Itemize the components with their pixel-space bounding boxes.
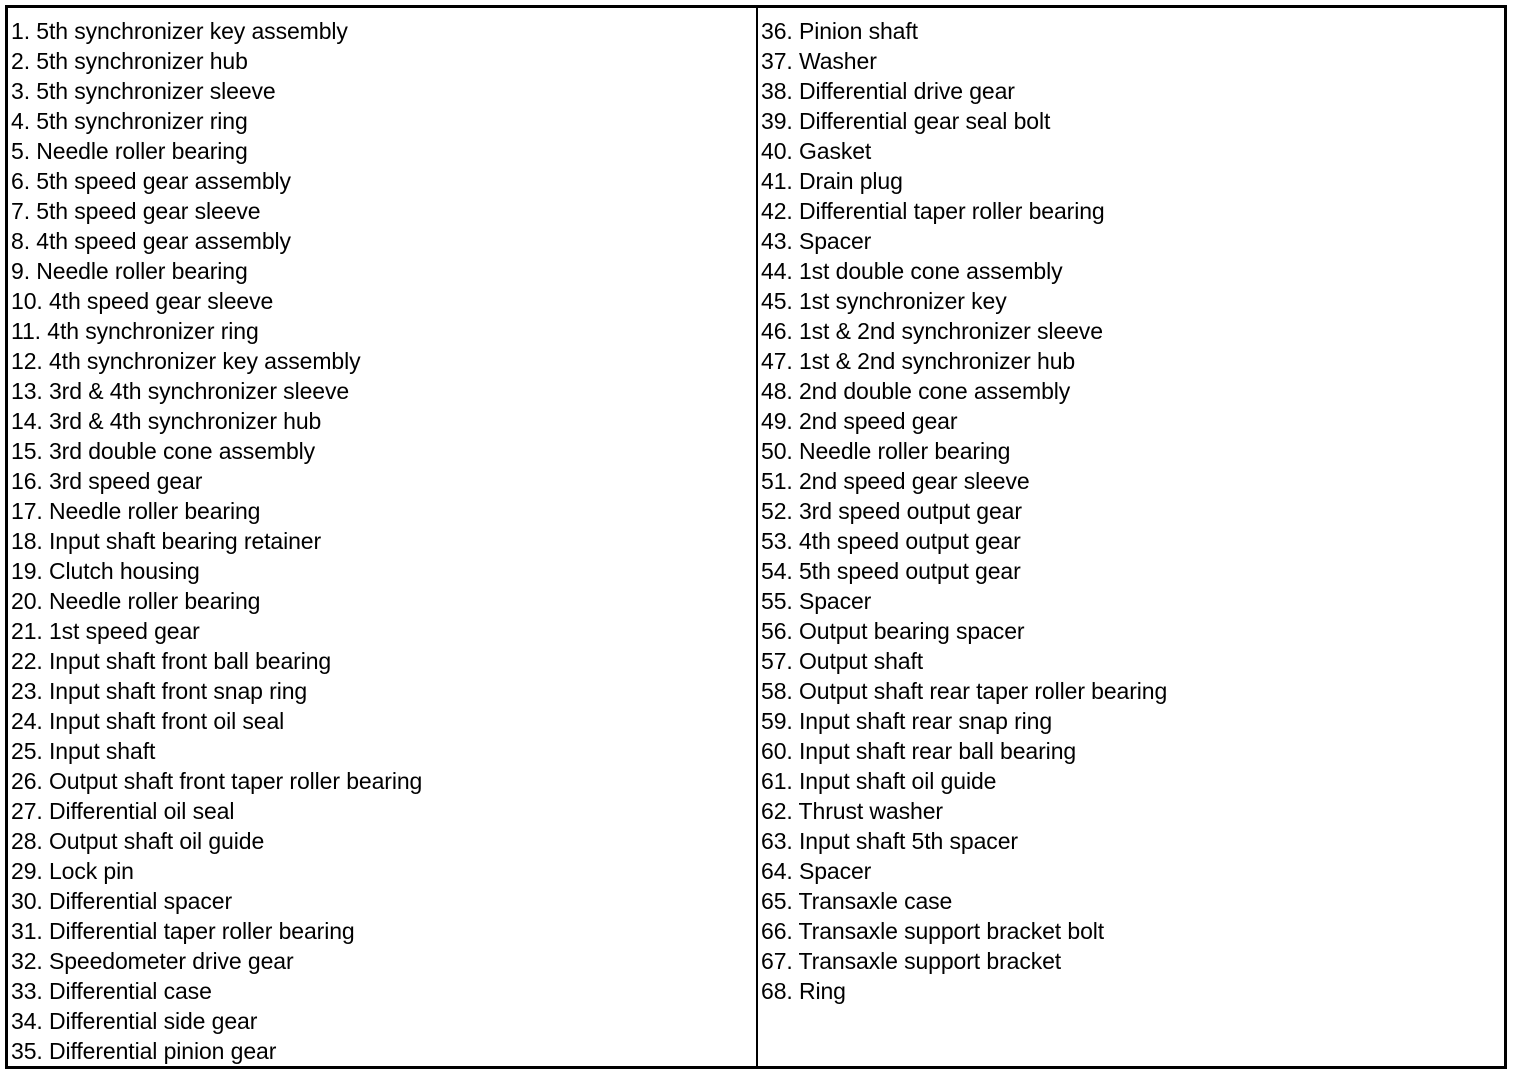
legend-item: 58. Output shaft rear taper roller bearing	[761, 678, 1168, 704]
legend-item: 51. 2nd speed gear sleeve	[761, 468, 1030, 494]
legend-item: 44. 1st double cone assembly	[761, 258, 1063, 284]
legend-item: 36. Pinion shaft	[761, 18, 918, 44]
legend-item: 47. 1st & 2nd synchronizer hub	[761, 348, 1076, 374]
legend-list-right	[761, 16, 1167, 1006]
legend-item: 5. Needle roller bearing	[11, 138, 248, 164]
legend-item: 25. Input shaft	[11, 738, 156, 764]
legend-item: 67. Transaxle support bracket	[761, 948, 1062, 974]
legend-item: 29. Lock pin	[11, 858, 134, 884]
legend-item: 38. Differential drive gear	[761, 78, 1015, 104]
legend-item: 46. 1st & 2nd synchronizer sleeve	[761, 318, 1103, 344]
legend-item: 60. Input shaft rear ball bearing	[761, 738, 1077, 764]
legend-item: 8. 4th speed gear assembly	[11, 228, 291, 254]
legend-item: 14. 3rd & 4th synchronizer hub	[11, 408, 322, 434]
legend-item: 50. Needle roller bearing	[761, 438, 1011, 464]
legend-item: 35. Differential pinion gear	[11, 1038, 277, 1064]
legend-item: 65. Transaxle case	[761, 888, 953, 914]
legend-item: 18. Input shaft bearing retainer	[11, 528, 322, 554]
legend-item: 66. Transaxle support bracket bolt	[761, 918, 1105, 944]
legend-item: 22. Input shaft front ball bearing	[11, 648, 332, 674]
legend-item: 10. 4th speed gear sleeve	[11, 288, 274, 314]
legend-item: 45. 1st synchronizer key	[761, 288, 1007, 314]
parts-legend-table	[5, 5, 1507, 1069]
legend-item: 23. Input shaft front snap ring	[11, 678, 308, 704]
legend-item: 4. 5th synchronizer ring	[11, 108, 248, 134]
legend-item: 63. Input shaft 5th spacer	[761, 828, 1018, 854]
legend-item: 33. Differential case	[11, 978, 212, 1004]
legend-item: 34. Differential side gear	[11, 1008, 258, 1034]
legend-item: 21. 1st speed gear	[11, 618, 200, 644]
legend-item: 43. Spacer	[761, 228, 872, 254]
legend-item: 24. Input shaft front oil seal	[11, 708, 285, 734]
legend-item: 30. Differential spacer	[11, 888, 233, 914]
legend-column-left	[8, 8, 758, 1066]
legend-item: 6. 5th speed gear assembly	[11, 168, 291, 194]
legend-item: 9. Needle roller bearing	[11, 258, 248, 284]
legend-item: 27. Differential oil seal	[11, 798, 235, 824]
legend-item: 59. Input shaft rear snap ring	[761, 708, 1053, 734]
legend-item: 26. Output shaft front taper roller bearing	[11, 768, 423, 794]
legend-item: 28. Output shaft oil guide	[11, 828, 265, 854]
legend-item: 15. 3rd double cone assembly	[11, 438, 316, 464]
legend-item: 48. 2nd double cone assembly	[761, 378, 1071, 404]
legend-item: 32. Speedometer drive gear	[11, 948, 294, 974]
legend-item: 20. Needle roller bearing	[11, 588, 261, 614]
legend-item: 62. Thrust washer	[761, 798, 943, 824]
legend-item: 64. Spacer	[761, 858, 872, 884]
legend-item: 49. 2nd speed gear	[761, 408, 958, 434]
legend-item: 53. 4th speed output gear	[761, 528, 1021, 554]
legend-list-left	[11, 16, 422, 1066]
legend-item: 40. Gasket	[761, 138, 872, 164]
legend-item: 7. 5th speed gear sleeve	[11, 198, 261, 224]
legend-item: 1. 5th synchronizer key assembly	[11, 18, 348, 44]
legend-item: 61. Input shaft oil guide	[761, 768, 997, 794]
legend-item: 52. 3rd speed output gear	[761, 498, 1022, 524]
legend-item: 39. Differential gear seal bolt	[761, 108, 1051, 134]
legend-item: 41. Drain plug	[761, 168, 903, 194]
legend-item: 16. 3rd speed gear	[11, 468, 203, 494]
legend-item: 42. Differential taper roller bearing	[761, 198, 1105, 224]
legend-item: 57. Output shaft	[761, 648, 924, 674]
legend-item: 17. Needle roller bearing	[11, 498, 261, 524]
legend-item: 19. Clutch housing	[11, 558, 200, 584]
legend-column-right	[758, 8, 1504, 1066]
legend-item: 37. Washer	[761, 48, 877, 74]
legend-item: 56. Output bearing spacer	[761, 618, 1025, 644]
legend-item: 68. Ring	[761, 978, 846, 1004]
legend-item: 11. 4th synchronizer ring	[11, 318, 259, 344]
legend-item: 2. 5th synchronizer hub	[11, 48, 248, 74]
legend-item: 54. 5th speed output gear	[761, 558, 1021, 584]
legend-item: 3. 5th synchronizer sleeve	[11, 78, 276, 104]
legend-item: 13. 3rd & 4th synchronizer sleeve	[11, 378, 350, 404]
legend-item: 12. 4th synchronizer key assembly	[11, 348, 361, 374]
legend-item: 55. Spacer	[761, 588, 872, 614]
legend-item: 31. Differential taper roller bearing	[11, 918, 355, 944]
